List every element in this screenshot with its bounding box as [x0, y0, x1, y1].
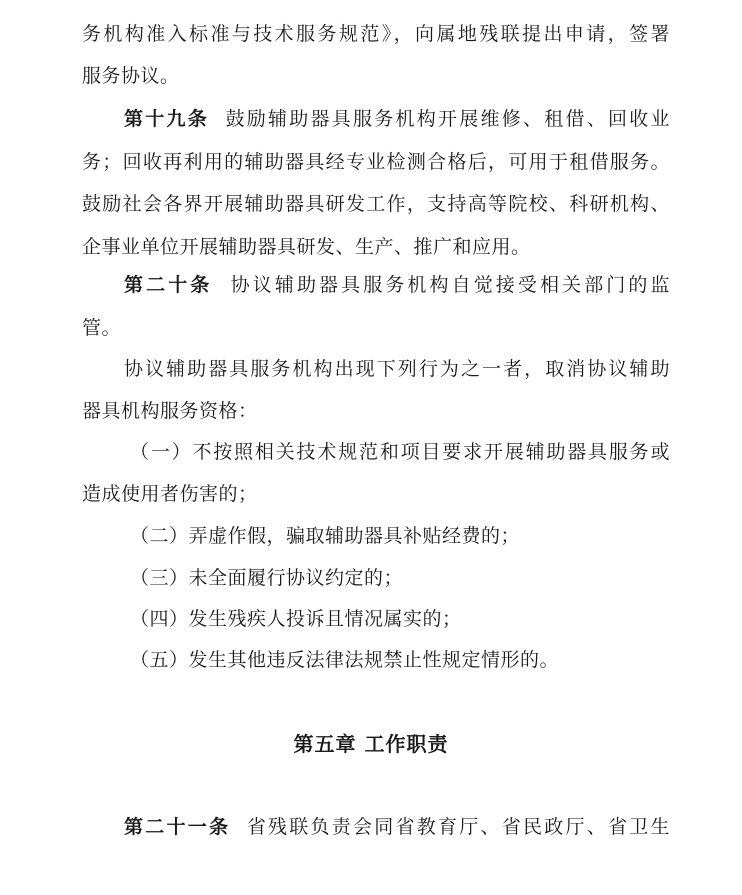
- paragraph-line: 务；回收再利用的辅助器具经专业检测合格后，可用于租借服务。: [82, 151, 670, 173]
- list-item-1: （一）不按照相关技术规范和项目要求开展辅助器具服务或: [130, 441, 670, 463]
- article-21-text: 省残联负责会同省教育厅、省民政厅、省卫生: [246, 816, 670, 838]
- paragraph-line: 鼓励社会各界开展辅助器具研发工作，支持高等院校、科研机构、: [82, 193, 670, 215]
- paragraph-line: 企事业单位开展辅助器具研发、生产、推广和应用。: [82, 236, 531, 258]
- article-21-first-line: [124, 815, 670, 839]
- paragraph-line: 器具机构服务资格：: [82, 400, 258, 422]
- article-19-text: 鼓励辅助器具服务机构开展维修、租借、回收业: [225, 108, 670, 130]
- list-item-1-continuation: 造成使用者伤害的；: [82, 483, 258, 505]
- paragraph-line: 服务协议。: [82, 65, 180, 87]
- list-item-3: （三）未全面履行协议约定的；: [130, 567, 404, 589]
- article-19-label: 第十九条: [124, 108, 209, 130]
- article-20-label: 第二十条: [124, 274, 213, 296]
- paragraph-line: 务机构准入标准与技术服务规范》，向属地残联提出申请，签署: [82, 23, 670, 45]
- list-item-5: （五）发生其他违反法律法规禁止性规定情形的。: [130, 649, 560, 671]
- chapter-heading: 第五章 工作职责: [293, 732, 449, 756]
- article-20-text: 协议辅助器具服务机构自觉接受相关部门的监: [230, 274, 670, 296]
- paragraph-line: 管。: [82, 317, 122, 339]
- article-20-first-line: [124, 273, 670, 297]
- article-21-label: 第二十一条: [124, 816, 231, 838]
- list-item-2: （二）弄虚作假，骗取辅助器具补贴经费的；: [130, 525, 521, 547]
- paragraph-line: 协议辅助器具服务机构出现下列行为之一者，取消协议辅助: [124, 358, 670, 380]
- list-item-4: （四）发生残疾人投诉且情况属实的；: [130, 608, 462, 630]
- article-19-first-line: [124, 107, 670, 131]
